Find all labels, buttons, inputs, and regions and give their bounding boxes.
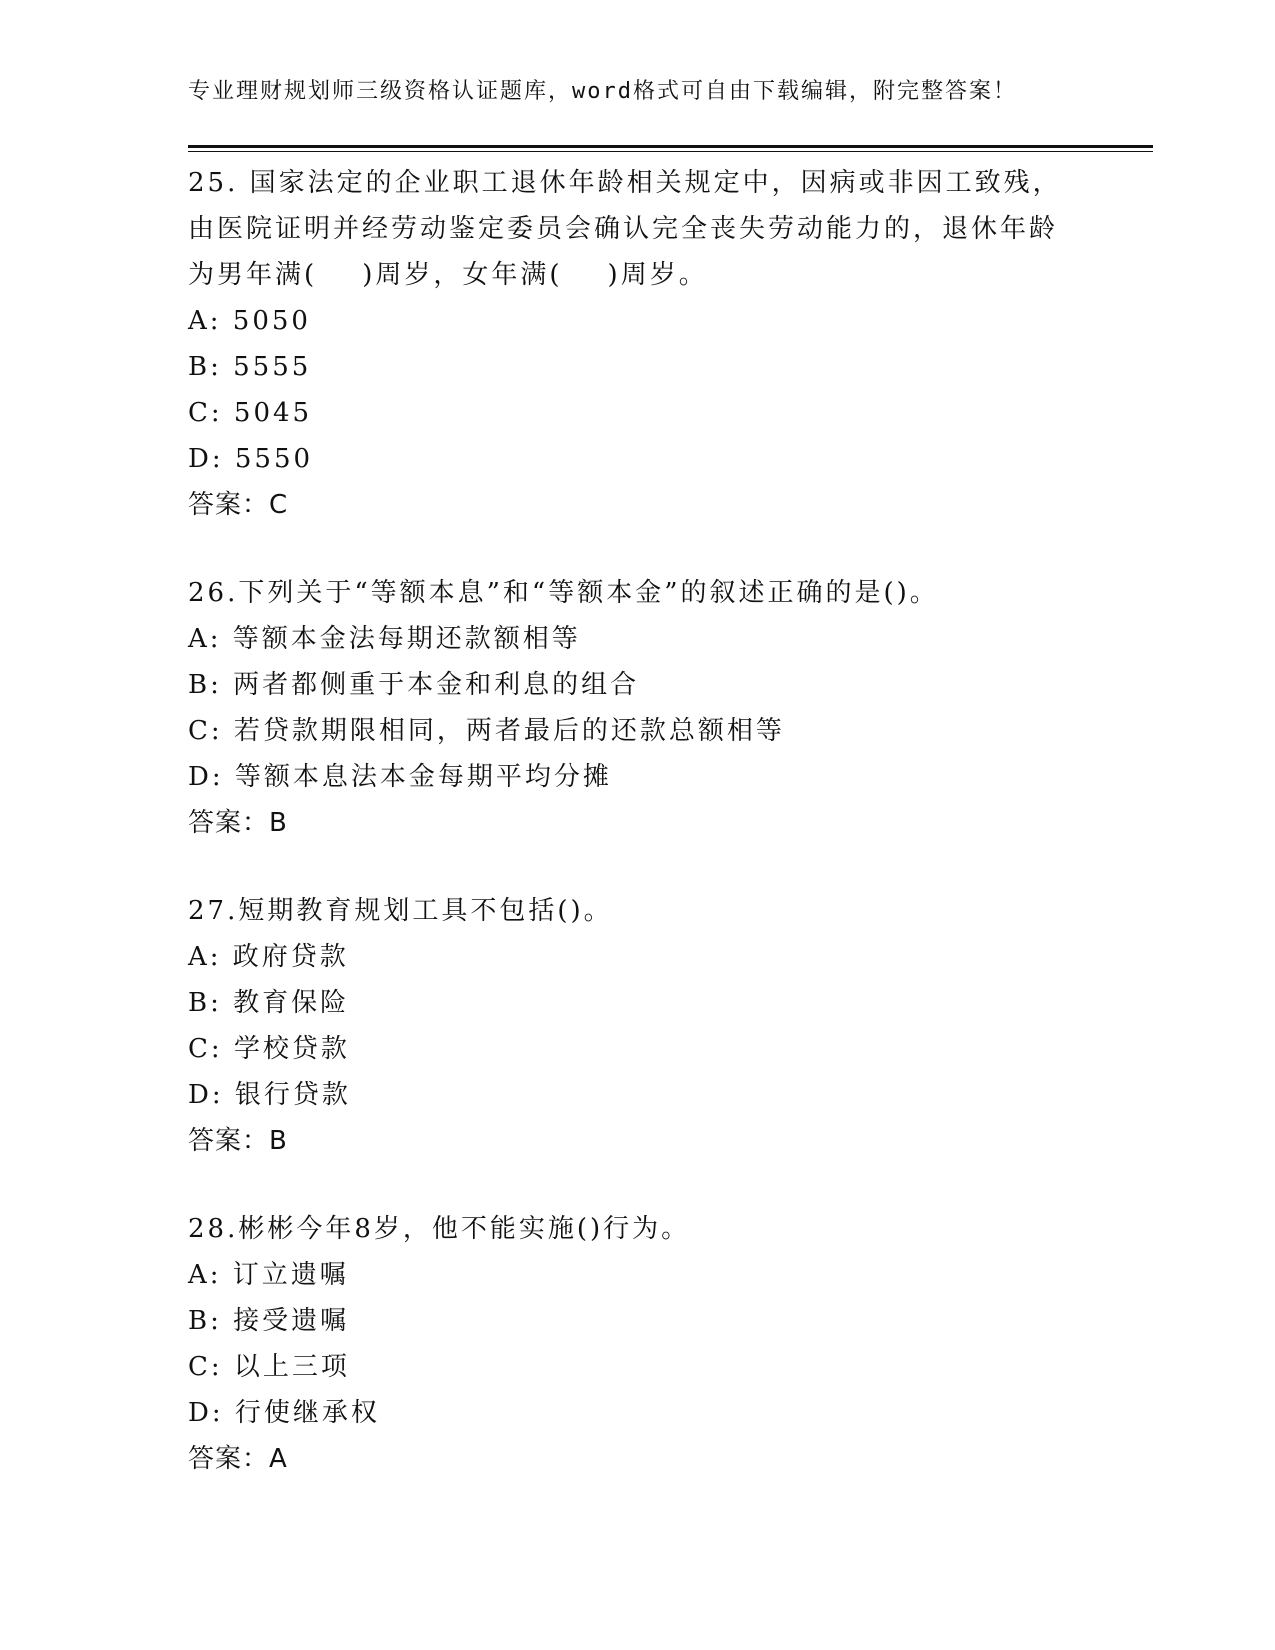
question-26 [188,570,1088,846]
option-a: A: 订立遗嘱 [188,1260,349,1290]
option-c: C: 以上三项 [188,1352,350,1382]
question-27 [188,888,1088,1164]
question-25 [188,160,1088,528]
question-stem-line: 28.彬彬今年8岁，他不能实施()行为。 [188,1214,691,1244]
option-c: C: 5045 [188,398,313,428]
option-b: B: 5555 [188,352,312,382]
answer-line: 答案：A [188,1444,288,1474]
option-b: B: 接受遗嘱 [188,1306,350,1336]
question-gap [188,846,1088,888]
option-a: A: 5050 [188,306,311,336]
question-gap [188,528,1088,570]
question-list [188,160,1088,1482]
option-c: C: 学校贷款 [188,1034,350,1064]
option-a: A: 政府贷款 [188,942,349,972]
option-d: D: 银行贷款 [188,1080,351,1110]
question-stem-line: 为男年满( )周岁，女年满( )周岁。 [188,260,708,290]
header-rule-thin [188,151,1153,152]
option-b: B: 两者都侧重于本金和利息的组合 [188,670,640,700]
question-stem-line: 由医院证明并经劳动鉴定委员会确认完全丧失劳动能力的，退休年龄 [188,214,1059,244]
option-a: A: 等额本金法每期还款额相等 [188,624,581,654]
option-b: B: 教育保险 [188,988,350,1018]
option-d: D: 行使继承权 [188,1398,380,1428]
header-rule-thick [188,145,1153,148]
question-gap [188,1164,1088,1206]
question-stem-line: 25. 国家法定的企业职工退休年龄相关规定中，因病或非因工致残， [188,168,1062,198]
question-28 [188,1206,1088,1482]
option-d: D: 等额本息法本金每期平均分摊 [188,762,612,792]
option-c: C: 若贷款期限相同，两者最后的还款总额相等 [188,716,785,746]
answer-line: 答案：C [188,490,289,520]
question-stem-line: 26.下列关于“等额本息”和“等额本金”的叙述正确的是()。 [188,578,939,608]
answer-line: 答案：B [188,1126,288,1156]
answer-line: 答案：B [188,808,288,838]
page-header-text: 专业理财规划师三级资格认证题库，word格式可自由下载编辑，附完整答案！ [188,79,1017,104]
option-d: D: 5550 [188,444,314,474]
question-stem-line: 27.短期教育规划工具不包括()。 [188,896,613,926]
